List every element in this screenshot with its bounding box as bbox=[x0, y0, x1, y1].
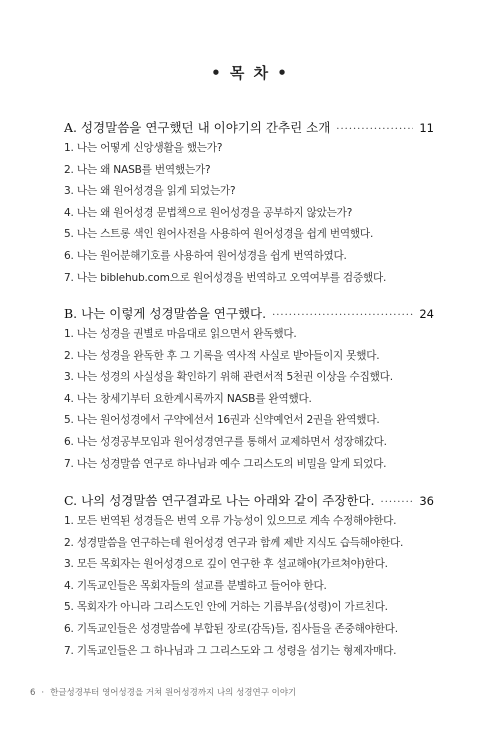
toc-item: 5. 목회자가 아니라 그리스도인 안에 거하는 기름부음(성령)이 가르친다. bbox=[64, 601, 388, 614]
toc-item: 2. 성경말씀을 연구하는데 원어성경 연구과 함께 제반 지식도 습득해야한다. bbox=[64, 536, 404, 549]
section-page-number: 36 bbox=[419, 494, 434, 508]
toc-item-list bbox=[64, 511, 434, 662]
footer-running-title: 한글성경부터 영어성경을 거쳐 원어성경까지 나의 성경연구 이야기 bbox=[50, 688, 297, 698]
toc-item: 4. 나는 창세기부터 요한계시록까지 NASB를 완역했다. bbox=[64, 392, 312, 405]
toc-item: 1. 나는 어떻게 신앙생활을 했는가? bbox=[64, 142, 223, 154]
section-heading-row[interactable] bbox=[64, 304, 434, 324]
section-heading: C. 나의 성경말씀 연구결과로 나는 아래와 같이 주장한다. bbox=[64, 493, 375, 508]
dot-leader bbox=[381, 497, 414, 508]
toc-item: 4. 나는 왜 원어성경 문법책으로 원어성경을 공부하지 않았는가? bbox=[64, 206, 353, 219]
toc-item: 7. 기독교인들은 그 하나님과 그 그리스도와 그 성령을 섬기는 형제자매다. bbox=[64, 644, 397, 657]
section-heading-row[interactable] bbox=[64, 491, 434, 511]
toc-item: 1. 나는 성경을 권별로 마음대로 읽으면서 완독했다. bbox=[64, 328, 297, 340]
page-footer bbox=[30, 686, 296, 698]
toc-item: 3. 나는 성경의 사실성을 확인하기 위해 관련서적 5천권 이상을 수집했다. bbox=[64, 371, 393, 384]
toc-section-c bbox=[64, 491, 434, 662]
page-title: • 목 차 • bbox=[211, 64, 289, 82]
toc-item: 2. 나는 왜 NASB를 번역했는가? bbox=[64, 163, 211, 176]
toc-item: 4. 기독교인들은 목회자들의 설교를 분별하고 들어야 한다. bbox=[64, 579, 327, 592]
toc-item: 7. 나는 성경말씀 연구로 하나님과 예수 그리스도의 비밀을 알게 되었다. bbox=[64, 457, 387, 470]
toc-item-list bbox=[64, 138, 434, 289]
toc-item: 3. 모든 목회자는 원어성경으로 깊이 연구한 후 설교해야(가르쳐야)한다. bbox=[64, 558, 388, 571]
section-heading-row[interactable] bbox=[64, 118, 434, 138]
section-page-number: 11 bbox=[419, 121, 434, 135]
footer-page-number: 6 bbox=[30, 688, 36, 698]
toc-item: 3. 나는 왜 원어성경을 읽게 되었는가? bbox=[64, 185, 236, 198]
toc-item-list bbox=[64, 324, 434, 475]
toc-item: 6. 나는 성경공부모임과 원어성경연구를 통해서 교제하면서 성장해갔다. bbox=[64, 435, 387, 448]
toc-item: 6. 나는 원어분해기호를 사용하여 원어성경을 쉽게 번역하였다. bbox=[64, 249, 347, 262]
section-heading: A. 성경말씀을 연구했던 내 이야기의 간추린 소개 bbox=[64, 120, 331, 135]
dot-leader bbox=[336, 124, 413, 135]
section-page-number: 24 bbox=[419, 307, 434, 321]
dot-leader bbox=[272, 310, 413, 321]
toc-item: 6. 기독교인들은 성경말씀에 부합된 장로(감독)들, 집사들을 존중해야한다. bbox=[64, 622, 398, 635]
footer-separator: · bbox=[41, 688, 45, 698]
toc-item: 7. 나는 biblehub.com으로 원어성경을 번역하고 오역여부를 검증했다. bbox=[64, 271, 387, 284]
toc-item: 2. 나는 성경을 완독한 후 그 기록을 역사적 사실로 받아들이지 못했다. bbox=[64, 349, 380, 362]
toc-item: 5. 나는 원어성경에서 구약에선서 16권과 신약예언서 2권을 완역했다. bbox=[64, 414, 380, 427]
section-heading: B. 나는 이렇게 성경말씀을 연구했다. bbox=[64, 306, 267, 321]
toc-item: 5. 나는 스트롱 색인 원어사전을 사용하여 원어성경을 쉽게 번역했다. bbox=[64, 228, 374, 241]
toc-section-b bbox=[64, 304, 434, 475]
toc-section-a bbox=[64, 118, 434, 289]
toc-item: 1. 모든 번역된 성경들은 번역 오류 가능성이 있으므로 계속 수정해야한다. bbox=[64, 515, 397, 527]
